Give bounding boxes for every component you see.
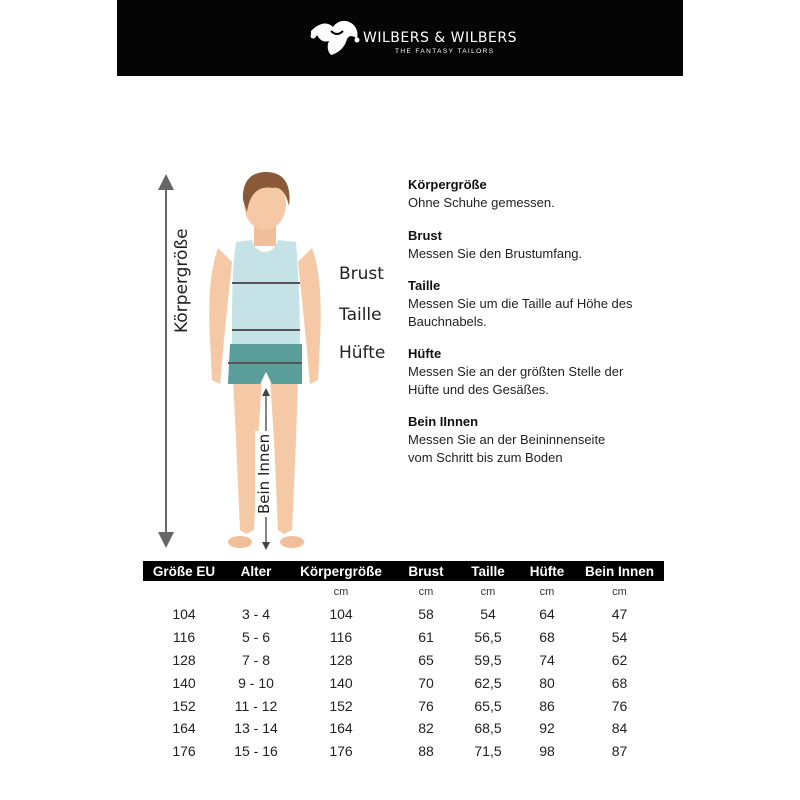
chest-label: Brust (339, 264, 384, 284)
table-cell: 152 (329, 697, 353, 714)
table-cell: 86 (539, 697, 555, 714)
instruction-text: Messen Sie um die Taille auf Höhe des (408, 296, 633, 311)
size-chart-table (143, 561, 664, 763)
table-cell: 152 (172, 697, 196, 714)
hip-label: Hüfte (339, 343, 386, 363)
height-label: Körpergröße (172, 228, 192, 333)
table-cell: 140 (172, 674, 196, 691)
table-cell: 70 (418, 674, 434, 691)
header-age: Alter (225, 561, 287, 581)
table-cell: 84 (611, 720, 628, 737)
instruction-text: Messen Sie den Brustumfang. (408, 245, 583, 261)
unit-cell: cm (539, 586, 555, 598)
table-cell: 164 (329, 720, 353, 737)
table-cell: 140 (329, 674, 353, 691)
table-cell: 68 (611, 674, 628, 691)
table-cell: 61 (418, 629, 434, 646)
table-cell: 116 (172, 629, 196, 646)
unit-cell: cm (480, 586, 496, 598)
table-cell: 59,5 (474, 651, 502, 668)
table-cell: 11 - 12 (234, 697, 278, 714)
table-cell: 65 (418, 651, 434, 668)
waist-label: Taille (339, 305, 382, 325)
inseam-label: Bein Innen (255, 431, 273, 517)
instruction-text: Hüfte und des Gesäßes. (408, 381, 549, 397)
table-cell: 116 (329, 629, 353, 646)
table-cell: 68,5 (474, 720, 502, 737)
instruction-text: Ohne Schuhe gemessen. (408, 195, 555, 210)
instruction-inseam (408, 413, 688, 466)
instruction-title: Taille (408, 278, 441, 293)
table-cell: 176 (329, 743, 353, 760)
table-cell: 87 (611, 743, 628, 760)
unit-cell: cm (418, 586, 434, 598)
instruction-hip (408, 345, 688, 398)
table-cell: 62,5 (474, 674, 502, 691)
header-height: Körpergröße (287, 561, 395, 581)
unit-cell (225, 581, 287, 603)
table-cell: 68 (539, 629, 555, 646)
table-cell: 64 (539, 606, 555, 623)
brand-tagline: THE FANTASY TAILORS (395, 48, 495, 55)
header-size-eu: Größe EU (143, 561, 225, 581)
table-cell: 128 (329, 651, 353, 668)
instruction-text: Messen Sie an der größten Stelle der (408, 364, 624, 379)
table-cell: 74 (539, 651, 555, 668)
table-cell: 15 - 16 (234, 743, 278, 760)
table-row (143, 671, 664, 694)
unit-cell: cm (333, 586, 349, 598)
measurement-figure (150, 160, 350, 560)
table-cell: 98 (539, 743, 555, 760)
table-cell: 164 (172, 720, 196, 737)
table-cell: 62 (611, 651, 628, 668)
measurement-instructions (408, 176, 688, 481)
header-chest: Brust (395, 561, 457, 581)
table-cell: 7 - 8 (241, 651, 270, 668)
instruction-title: Körpergröße (408, 177, 487, 192)
brand-name: WILBERS & WILBERS (363, 30, 517, 46)
header-inseam: Bein Innen (575, 561, 664, 581)
table-cell: 65,5 (474, 697, 502, 714)
instruction-title: Bein IInnen (408, 414, 479, 429)
table-row (143, 649, 664, 672)
table-cell: 56,5 (474, 629, 502, 646)
instruction-text: Bauchnabels. (408, 313, 487, 329)
table-cell: 82 (418, 720, 434, 737)
table-row (143, 694, 664, 717)
unit-cell (143, 581, 225, 603)
table-row (143, 740, 664, 763)
header-hip: Hüfte (519, 561, 575, 581)
table-row (143, 626, 664, 649)
table-cell: 176 (172, 743, 196, 760)
table-row (143, 603, 664, 626)
table-cell: 13 - 14 (234, 720, 278, 737)
table-cell: 9 - 10 (238, 674, 274, 691)
table-cell: 92 (539, 720, 555, 737)
table-cell: 76 (611, 697, 628, 714)
table-cell: 3 - 4 (241, 606, 270, 623)
table-cell: 104 (329, 606, 353, 623)
units-row (143, 581, 664, 603)
table-cell: 5 - 6 (241, 629, 270, 646)
brand-header (117, 0, 683, 76)
table-cell: 80 (539, 674, 555, 691)
jester-hat-icon (309, 17, 361, 59)
instruction-waist (408, 277, 688, 330)
table-cell: 88 (418, 743, 434, 760)
instruction-chest (408, 227, 688, 263)
instruction-text: Messen Sie an der Beininnenseite (408, 432, 606, 447)
table-row (143, 717, 664, 740)
table-cell: 54 (611, 629, 628, 646)
header-waist: Taille (457, 561, 519, 581)
table-cell: 104 (172, 606, 196, 623)
unit-cell: cm (612, 586, 627, 598)
table-cell: 47 (611, 606, 628, 623)
table-cell: 128 (172, 651, 196, 668)
table-header-row (143, 561, 664, 581)
instruction-height (408, 176, 688, 212)
instruction-text: vom Schritt bis zum Boden (408, 449, 563, 465)
table-cell: 76 (418, 697, 434, 714)
table-cell: 71,5 (474, 743, 502, 760)
table-cell: 54 (480, 606, 496, 623)
instruction-title: Hüfte (408, 346, 442, 361)
table-cell: 58 (418, 606, 434, 623)
instruction-title: Brust (408, 227, 442, 243)
